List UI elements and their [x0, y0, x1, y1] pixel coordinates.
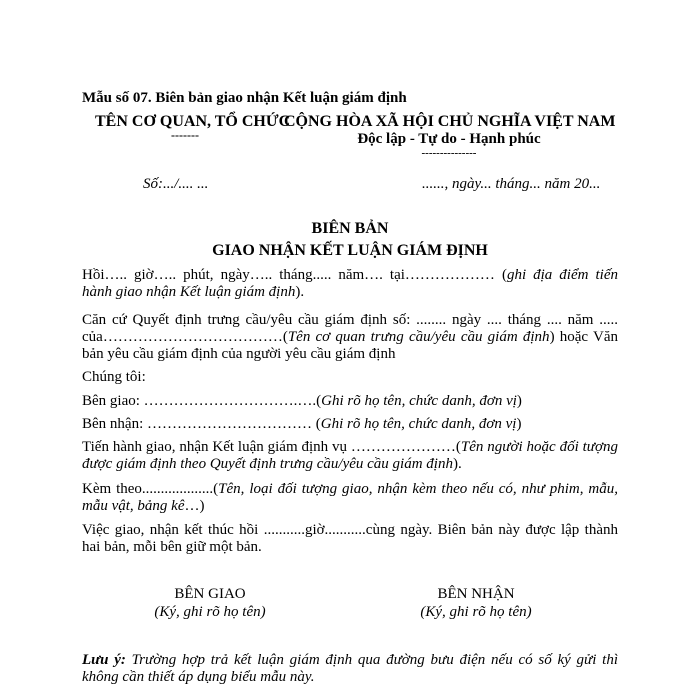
note-text: Trường hợp trả kết luận giám định qua đường bưu điện nếu có số ký gửi thì không cần thiết áp dụng biểu mẫu này.	[82, 652, 618, 685]
document-number: Số:.../.... ...	[143, 176, 209, 192]
time-place-text: Hồi….. giờ….. phút, ngày….. tháng..... năm…. tại……………… (	[82, 267, 507, 283]
receive-note: Ghi rõ họ tên, chức danh, đơn vị	[320, 416, 517, 432]
receive-line	[82, 416, 618, 433]
proceed-end: ).	[452, 456, 462, 472]
proceed-paragraph	[82, 439, 618, 473]
deliver-text: Bên giao: ………………………….….(	[82, 393, 322, 409]
deliver-signature-title: BÊN GIAO	[174, 586, 246, 602]
agency-rule: -------	[171, 128, 199, 142]
document-subtitle: GIAO NHẬN KẾT LUẬN GIÁM ĐỊNH	[212, 242, 488, 259]
attach-note: Tên, loại đối tượng giao, nhận kèm theo nếu có, như phim, mẫu, mẫu vật, bảng kê	[82, 481, 618, 514]
deliver-line	[82, 393, 618, 410]
basis-note: Tên cơ quan trưng cầu/yêu cầu giám định	[287, 329, 550, 345]
attach-end: …)	[184, 498, 205, 514]
motto-rule: ---------------	[421, 147, 477, 159]
country-name: CỘNG HÒA XÃ HỘI CHỦ NGHĨA VIỆT NAM	[284, 113, 616, 130]
proceed-text: Tiến hành giao, nhận Kết luận giám định vụ …………………(	[82, 439, 461, 455]
time-place-end: ).	[295, 284, 305, 300]
deliver-note: Ghi rõ họ tên, chức danh, đơn vị	[321, 393, 517, 409]
deliver-signature-note: (Ký, ghi rõ họ tên)	[154, 604, 266, 620]
receive-end: )	[516, 416, 522, 432]
receive-text: Bên nhận: …………………………… (	[82, 416, 321, 432]
form-title: Mẫu số 07. Biên bản giao nhận Kết luận giám định	[82, 90, 407, 106]
deliver-end: )	[516, 393, 522, 409]
time-place-note: ghi địa điểm tiến hành giao nhận Kết luận giám định	[82, 267, 618, 300]
motto: Độc lập - Tự do - Hạnh phúc	[357, 131, 541, 147]
time-place-paragraph	[82, 267, 618, 301]
basis-text: Căn cứ Quyết định trưng cầu/yêu cầu giám định số: ........ ngày .... tháng .... năm ..... của………………………………(	[82, 312, 618, 345]
basis-paragraph	[82, 312, 618, 363]
attach-paragraph	[82, 481, 618, 515]
attach-text: Kèm theo...................(	[82, 481, 219, 497]
we-line: Chúng tôi:	[82, 369, 146, 385]
receive-signature-title: BÊN NHẬN	[437, 586, 515, 602]
basis-end: ) hoặc Văn bản yêu cầu giám định của người yêu cầu giám định	[82, 329, 618, 362]
date-place: ......, ngày... tháng... năm 20...	[422, 176, 601, 192]
document-title: BIÊN BẢN	[311, 220, 389, 237]
proceed-note: Tên người hoặc đối tượng được giám định theo Quyết định trưng cầu/yêu cầu giám định	[82, 439, 618, 472]
receive-signature-note: (Ký, ghi rõ họ tên)	[420, 604, 532, 620]
note-paragraph	[82, 652, 618, 686]
agency-name: TÊN CƠ QUAN, TỔ CHỨC	[95, 113, 291, 130]
note-label: Lưu ý:	[82, 652, 126, 668]
closing-paragraph: Việc giao, nhận kết thúc hồi ...........giờ...........cùng ngày. Biên bản này được lập thành hai bản, mỗi bên giữ một bản.	[82, 522, 618, 555]
